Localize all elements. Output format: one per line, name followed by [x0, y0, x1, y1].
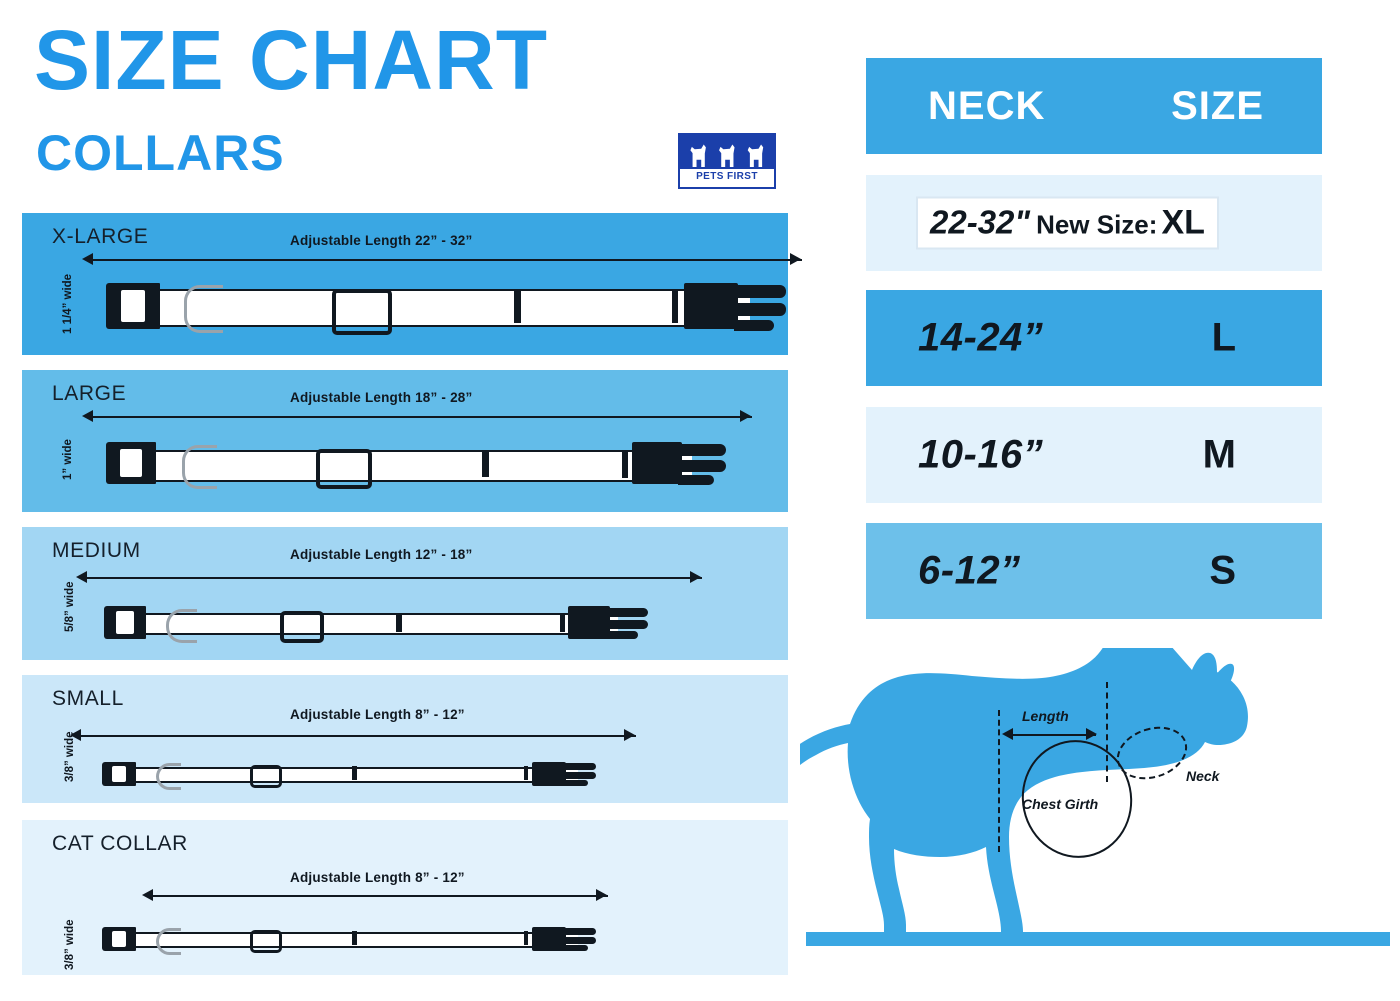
collar-adjustable-length: Adjustable Length 22” - 32” [290, 233, 473, 248]
size-value: XL [1161, 203, 1205, 242]
collar-graphic-cat [74, 916, 634, 958]
collar-size-label: MEDIUM [52, 539, 141, 562]
collar-row-medium [22, 527, 788, 660]
neck-range-value: 14-24” [918, 315, 1044, 360]
length-arrow [1012, 734, 1096, 736]
collar-adjustable-length: Adjustable Length 12” - 18” [290, 547, 473, 562]
collar-graphic-medium [74, 593, 694, 647]
collar-row-large [22, 370, 788, 512]
column-header-size: SIZE [1171, 84, 1264, 128]
chest-girth-label: Chest Girth [1022, 796, 1099, 812]
collar-width-label: 1 1/4” wide [62, 273, 74, 334]
length-label: Length [1022, 708, 1069, 724]
dog-measurement-diagram [800, 648, 1400, 1001]
collar-width-label: 5/8” wide [64, 581, 76, 632]
neck-range-value: 10-16” [918, 432, 1044, 477]
neck-range-value: 6-12” [918, 548, 1021, 593]
collar-adjustable-length: Adjustable Length 8” - 12” [290, 707, 465, 722]
collar-width-label: 3/8” wide [64, 919, 76, 970]
collar-row-cat [22, 820, 788, 975]
collar-size-label: X-LARGE [52, 225, 149, 248]
brand-logo [678, 133, 776, 189]
collar-size-label: SMALL [52, 687, 124, 710]
neck-label: Neck [1186, 768, 1220, 784]
collar-graphic-xlarge [74, 275, 794, 337]
page-title: SIZE CHART [34, 13, 548, 107]
xl-highlight-badge [916, 197, 1219, 250]
size-value: L [1211, 315, 1236, 360]
page-subtitle: COLLARS [36, 125, 285, 181]
length-guide-left [998, 710, 1000, 852]
collar-row-xlarge [22, 213, 788, 355]
collar-row-small [22, 675, 788, 803]
neck-range-value: 22-32" [930, 203, 1031, 241]
three-dogs-icon [684, 137, 770, 167]
size-value: M [1202, 432, 1236, 477]
brand-name: PETS FIRST [696, 171, 758, 182]
collar-graphic-small [74, 751, 634, 793]
new-size-note: New Size: [1036, 209, 1158, 240]
column-header-neck: NECK [928, 84, 1046, 128]
collar-width-label: 3/8” wide [64, 731, 76, 782]
size-table-panel [800, 0, 1400, 1001]
collar-size-label: LARGE [52, 382, 127, 405]
table-row [866, 175, 1322, 271]
collar-size-label: CAT COLLAR [52, 832, 188, 855]
collar-graphic-large [74, 432, 754, 494]
size-value: S [1209, 548, 1236, 593]
logo-banner [680, 135, 774, 169]
table-row [866, 523, 1322, 619]
table-header-row [866, 58, 1322, 154]
collar-adjustable-length: Adjustable Length 18” - 28” [290, 390, 473, 405]
table-row [866, 290, 1322, 386]
table-row [866, 407, 1322, 503]
collar-adjustable-length: Adjustable Length 8” - 12” [290, 870, 465, 885]
ground-bar [806, 932, 1390, 946]
collar-width-label: 1” wide [62, 439, 74, 480]
